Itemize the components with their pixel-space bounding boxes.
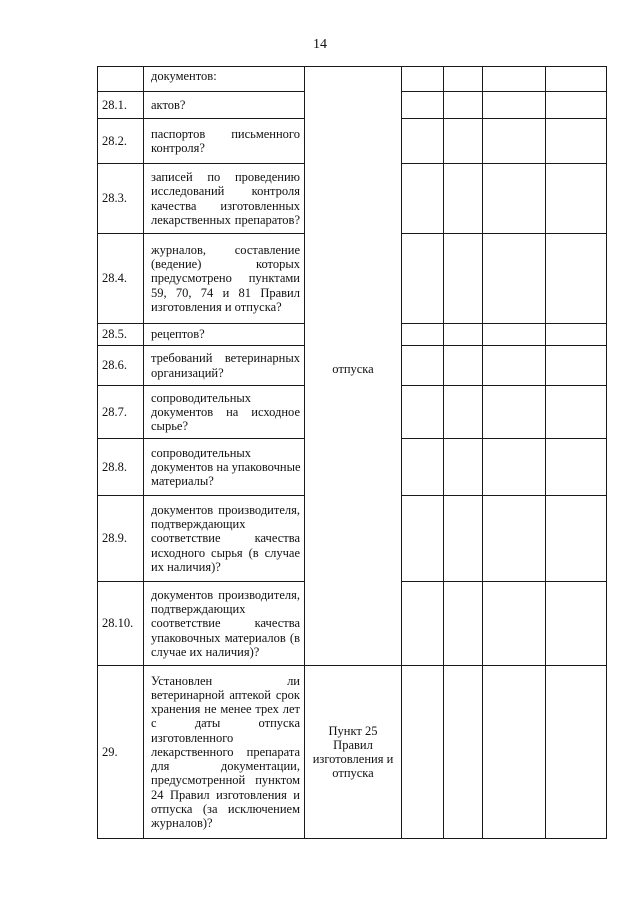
question-line: ветеринарной аптекой срок [151, 688, 300, 703]
answer-na-cell [483, 119, 546, 164]
answer-no-cell [444, 386, 483, 439]
answer-na-cell [483, 92, 546, 119]
question-line: соответствие качества [151, 531, 300, 546]
answer-no-cell [444, 582, 483, 666]
answer-no-cell [444, 496, 483, 582]
item-number: 28.5. [98, 324, 144, 346]
answer-na-cell [483, 324, 546, 346]
note-cell [546, 92, 607, 119]
question-text [144, 439, 305, 496]
question-text [144, 234, 305, 324]
answer-no-cell [444, 324, 483, 346]
answer-na-cell [483, 582, 546, 666]
question-line: изготовления и отпуска? [151, 299, 282, 314]
question-line: 24 Правил изготовления и [151, 787, 300, 802]
question-line: Установлен ли [151, 673, 300, 688]
item-number: 29. [98, 666, 144, 839]
answer-yes-cell [402, 439, 444, 496]
answer-na-cell [483, 346, 546, 386]
item-number: 28.1. [98, 92, 144, 119]
answer-yes-cell [402, 582, 444, 666]
question-line: случае их наличия)? [151, 644, 260, 659]
question-line: изготовленного [151, 730, 234, 745]
legal-basis-line: Пункт 25 [328, 723, 378, 738]
question-text [144, 119, 305, 164]
answer-yes-cell [402, 496, 444, 582]
answer-no-cell [444, 119, 483, 164]
item-number: 28.4. [98, 234, 144, 324]
note-cell [546, 346, 607, 386]
question-line: их наличия)? [151, 559, 221, 574]
item-number: 28.2. [98, 119, 144, 164]
checklist-table [97, 66, 607, 839]
answer-na-cell [483, 164, 546, 234]
question-line: документов на исходное [151, 404, 300, 419]
note-cell [546, 119, 607, 164]
answer-yes-cell [402, 119, 444, 164]
page-number: 14 [313, 37, 327, 52]
question-line: лекарственного препарата [151, 744, 300, 759]
legal-basis-line: Правил [333, 737, 373, 752]
question-line: сопроводительных [151, 390, 252, 405]
question-line: подтверждающих [151, 602, 246, 617]
question-line: материалы? [151, 474, 214, 489]
answer-na-cell [483, 439, 546, 496]
answer-na-cell [483, 496, 546, 582]
question-line: требований ветеринарных [151, 351, 300, 366]
question-line: журналов)? [151, 815, 213, 830]
legal-basis-cell [305, 67, 402, 666]
answer-yes-cell [402, 234, 444, 324]
question-line: исследований контроля [151, 184, 300, 199]
note-cell [546, 666, 607, 839]
question-line: записей по проведению [151, 170, 300, 185]
item-number: 28.3. [98, 164, 144, 234]
question-line: соответствие качества [151, 616, 300, 631]
note-cell [546, 234, 607, 324]
question-line: документов: [151, 69, 217, 83]
question-text [144, 164, 305, 234]
answer-no-cell [444, 164, 483, 234]
question-line: журналов, составление [151, 242, 300, 257]
question-text [144, 324, 305, 346]
note-cell [546, 324, 607, 346]
answer-yes-cell [402, 346, 444, 386]
question-line: документов производителя, [151, 587, 300, 602]
note-cell [546, 164, 607, 234]
answer-no-cell [444, 666, 483, 839]
answer-na-cell [483, 666, 546, 839]
question-line: лекарственных препаратов? [151, 212, 300, 227]
answer-no-cell [444, 67, 483, 92]
note-cell [546, 582, 607, 666]
question-text [144, 92, 305, 119]
question-line: сопроводительных [151, 445, 252, 460]
answer-yes-cell [402, 92, 444, 119]
legal-basis-line: отпуска [332, 361, 374, 376]
legal-basis-cell [305, 666, 402, 839]
question-line: сырье? [151, 419, 188, 434]
answer-no-cell [444, 92, 483, 119]
item-number: 28.6. [98, 346, 144, 386]
question-line: отпуска (за исключением [151, 801, 300, 816]
question-line: качества изготовленных [151, 198, 300, 213]
answer-na-cell [483, 234, 546, 324]
question-line: упаковочных материалов (в [151, 630, 300, 645]
question-text [144, 582, 305, 666]
note-cell [546, 496, 607, 582]
question-line: подтверждающих [151, 517, 246, 532]
question-text [144, 496, 305, 582]
answer-yes-cell [402, 164, 444, 234]
answer-no-cell [444, 346, 483, 386]
question-text [144, 346, 305, 386]
answer-na-cell [483, 67, 546, 92]
item-number [98, 67, 144, 92]
question-line: предусмотрено пунктами [151, 271, 300, 286]
question-line: с даты отпуска [151, 716, 300, 731]
note-cell [546, 439, 607, 496]
legal-basis-line: изготовления и [312, 752, 394, 766]
answer-yes-cell [402, 324, 444, 346]
answer-yes-cell [402, 67, 444, 92]
table-row [98, 67, 607, 92]
answer-yes-cell [402, 386, 444, 439]
question-text [144, 67, 305, 92]
item-number: 28.10. [98, 582, 144, 666]
question-line: актов? [151, 97, 186, 112]
note-cell [546, 67, 607, 92]
question-line: паспортов письменного [151, 126, 300, 141]
question-line: 59, 70, 74 и 81 Правил [151, 285, 300, 300]
question-line: (ведение) которых [151, 257, 300, 272]
question-line: организаций? [151, 365, 224, 380]
table-row [98, 666, 607, 839]
item-number: 28.8. [98, 439, 144, 496]
legal-basis-line: отпуска [332, 766, 374, 781]
note-cell [546, 386, 607, 439]
answer-na-cell [483, 386, 546, 439]
item-number: 28.9. [98, 496, 144, 582]
answer-no-cell [444, 234, 483, 324]
question-line: для документации, [151, 759, 300, 774]
question-text [144, 386, 305, 439]
question-line: документов производителя, [151, 502, 300, 517]
item-number: 28.7. [98, 386, 144, 439]
answer-no-cell [444, 439, 483, 496]
question-line: хранения не менее трех лет [151, 702, 300, 717]
question-line: документов на упаковочные [151, 459, 301, 474]
answer-yes-cell [402, 666, 444, 839]
question-line: контроля? [151, 141, 205, 155]
question-line: исходного сырья (в случае [151, 545, 300, 560]
question-text [144, 666, 305, 839]
question-line: рецептов? [151, 327, 205, 342]
question-line: предусмотренной пунктом [151, 773, 300, 788]
